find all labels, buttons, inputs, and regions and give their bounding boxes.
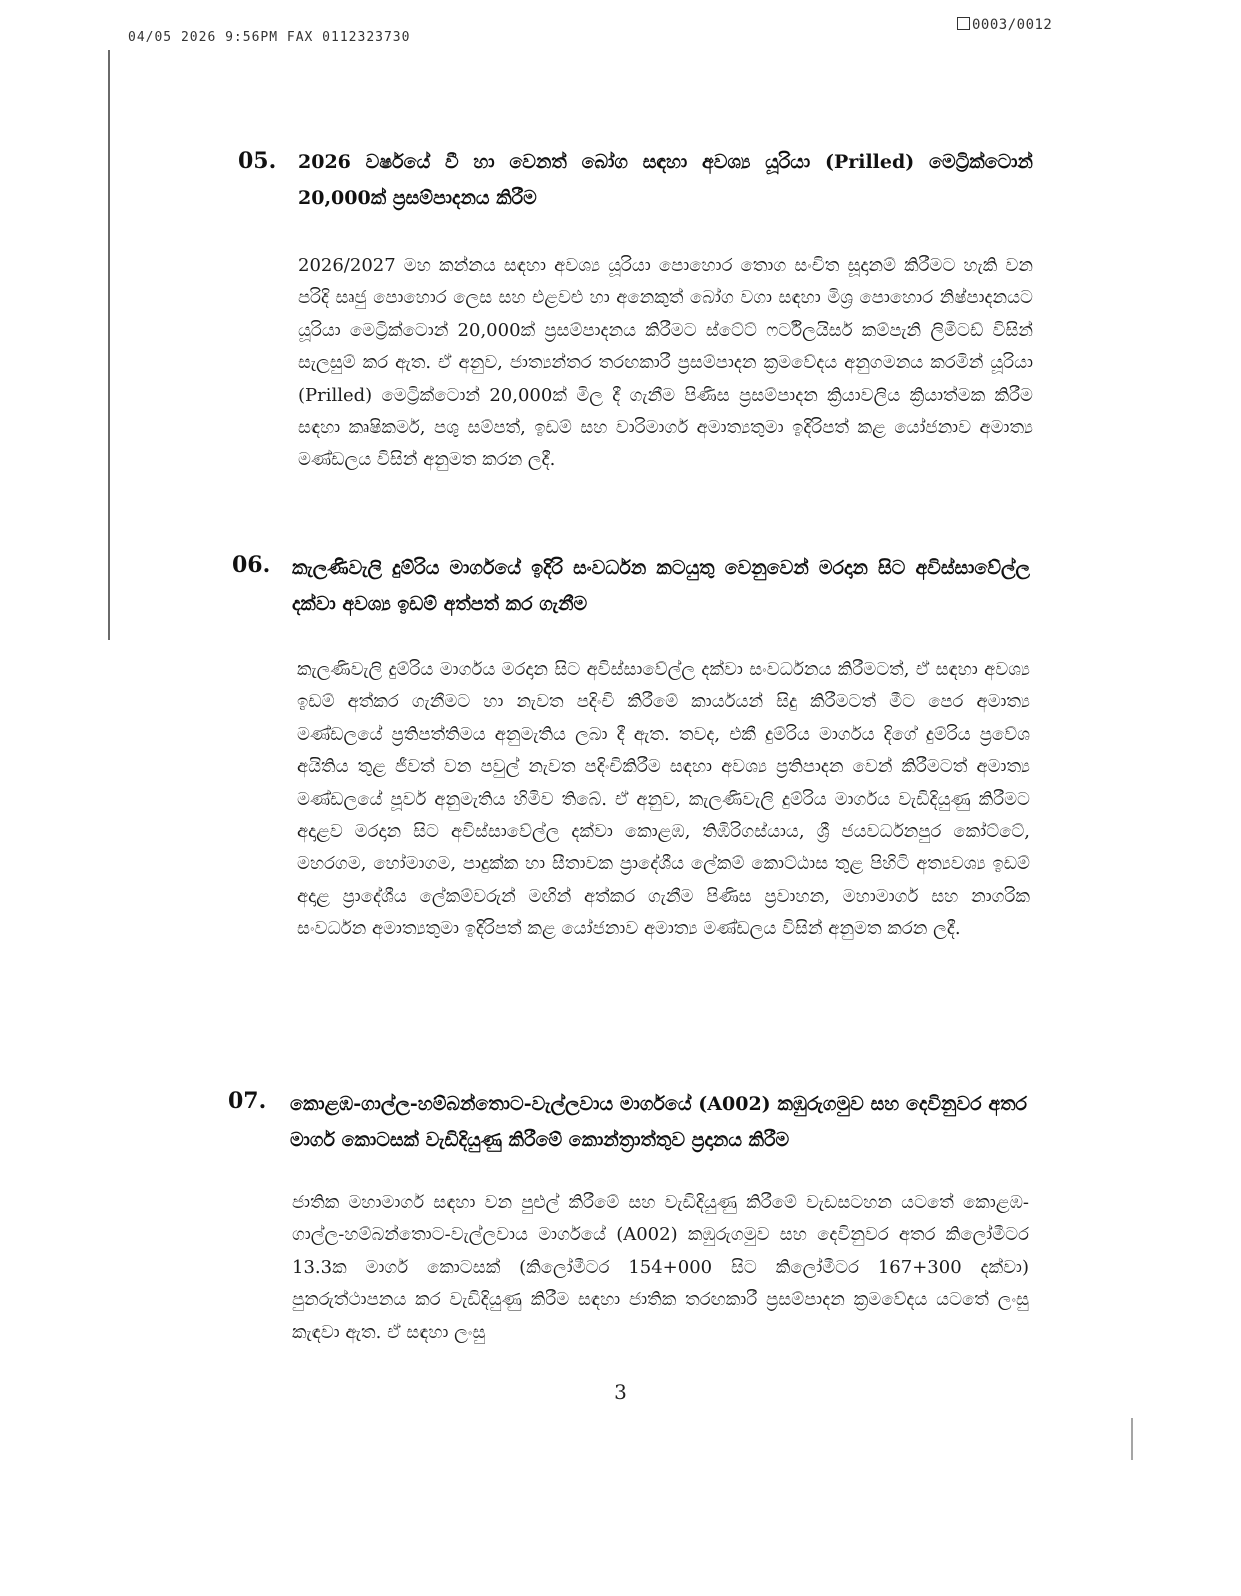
section-heading: 2026 වර්ෂයේ වී හා වෙනත් බෝග සඳහා අවශ්‍ය යූරියා (Prilled) මෙට්‍රික්ටොන් 20,000ක් ප්‍රසම්පාදනය කිරීම bbox=[298, 151, 1033, 209]
fax-checkbox-icon bbox=[957, 17, 970, 30]
page-id bbox=[957, 17, 1052, 33]
section-body: ජාතික මහාමාර්ග සඳහා වන පුළුල් කිරීමේ සහ වැඩිදියුණු කිරීමේ වැඩසටහන යටතේ කොළඹ-ගාල්ල-හම්බන්තොට-වැල්ලවාය මාර්ගයේ (A002) කඹුරුගමුව සහ දෙවිනුවර අතර කිලෝමීටර 13.3ක මාර්ග කොටසක් (කිලෝමීටර 154+000 සිට කිලෝමීටර 167+300 දක්වා) පුනරුත්ථාපනය කර වැඩිදියුණු කිරීම සඳහා ජාතික තරඟකාරී ප්‍රසම්පාදන ක්‍රමවේදය යටතේ ලංසු කැඳවා ඇත. ඒ සඳහා ලංසු bbox=[292, 1192, 1030, 1343]
section-body: කැලණිවැලි දුම්රිය මාර්ගය මරදාන සිට අවිස්සාවේල්ල දක්වා සංවර්ධනය කිරීමටත්, ඒ සඳහා අවශ්‍ය ඉඩම් අත්කර ගැනීමට හා නැවත පදිංචි කිරීමේ කාර්යයන් සිදු කිරීමටත් මීට පෙර අමාත්‍ය මණ්ඩලයේ ප්‍රතිපත්තිමය අනුමැතිය ලබා දී ඇත. තවද, එකී දුම්රිය මාර්ගය දිගේ දුම්රිය ප්‍රවේශ අයිතිය තුළ ජීවත් වන පවුල් නැවත පදිංචිකිරීම සඳහා අවශ්‍ය ප්‍රතිපාදන වෙන් කිරීමටත් අමාත්‍ය මණ්ඩලයේ පූර්ව අනුමැතිය හිමිව තිබේ. ඒ අනුව, කැලණිවැලි දුම්රිය මාර්ගය වැඩිදියුණු කිරීමට අදාළව මරදාන සිට අවිස්සාවේල්ල දක්වා කොළඹ, තිඹිරිගස්යාය, ශ්‍රී ජයවර්ධනපුර කෝට්ටේ, මහරගම, හෝමාගම, පාදුක්ක හා සීතාවක ප්‍රාදේශීය ලේකම් කොට්ඨාස තුළ පිහිටි අත්‍යවශ්‍ය ඉඩම් අදාළ ප්‍රාදේශීය ලේකම්වරුන් මඟින් අත්කර ගැනීම පිණිස ප්‍රවාහන, මහාමාර්ග සහ නාගරික සංවර්ධන අමාත්‍යතුමා ඉදිරිපත් කළ යෝජනාව අමාත්‍ය මණ්ඩලය විසින් අනුමත කරන ලදී. bbox=[297, 659, 1030, 940]
page-id-text: 0003/0012 bbox=[972, 17, 1053, 33]
fax-header: 04/05 2026 9:56PM FAX 0112323730 bbox=[128, 30, 411, 45]
section-heading: කොළඹ-ගාල්ල-හම්බන්තොට-වැල්ලවාය මාර්ගයේ (A002) කඹුරුගමුව සහ දෙවිනුවර අතර මාර්ග කොටසක් වැඩිදියුණු කිරීමේ කොන්ත්‍රාත්තුව ප්‍රදානය කිරීම bbox=[290, 1093, 1027, 1151]
section-body: 2026/2027 මහ කන්නය සඳහා අවශ්‍ය යූරියා පොහොර තොග සංචිත සූදානම් කිරීමට හැකි වන පරිදි සෘජු පොහොර ලෙස සහ එළවළු හා අනෙකුත් බෝග වගා සඳහා මිශ්‍ර පොහොර නිෂ්පාදනයට යූරියා මෙට්‍රික්ටොන් 20,000ක් ප්‍රසම්පාදනය කිරීමට ස්ටේට් ෆර්ටිලයිසර් කම්පැනි ලිමිටඩ් විසින් සැලසුම් කර ඇත. ඒ අනුව, ජාත්‍යන්තර තරඟකාරී ප්‍රසම්පාදන ක්‍රමවේදය අනුගමනය කරමින් යූරියා (Prilled) මෙට්‍රික්ටොන් 20,000ක් මිල දී ගැනීම පිණිස ප්‍රසම්පාදන ක්‍රියාවලිය ක්‍රියාත්මක කිරීම සඳහා කෘෂිකර්ම, පශු සම්පත්, ඉඩම් සහ වාරිමාර්ග අමාත්‍යතුමා ඉදිරිපත් කළ යෝජනාව අමාත්‍ය මණ්ඩලය විසින් අනුමත කරන ලදී. bbox=[298, 255, 1033, 471]
section-number: 06. bbox=[232, 552, 271, 578]
section-heading: කැලණිවැලි දුම්රිය මාර්ගයේ ඉදිරි සංවර්ධන කටයුතු වෙනුවෙන් මරදාන සිට අවිස්සාවේල්ල දක්වා අවශ්‍ය ඉඩම් අත්පත් කර ගැනීම bbox=[292, 557, 1030, 615]
scan-mark-line bbox=[1131, 1418, 1133, 1460]
section-number: 05. bbox=[238, 148, 277, 174]
scan-edge-line bbox=[108, 50, 110, 640]
page-number: 3 bbox=[614, 1380, 627, 1404]
section-number: 07. bbox=[228, 1088, 267, 1114]
